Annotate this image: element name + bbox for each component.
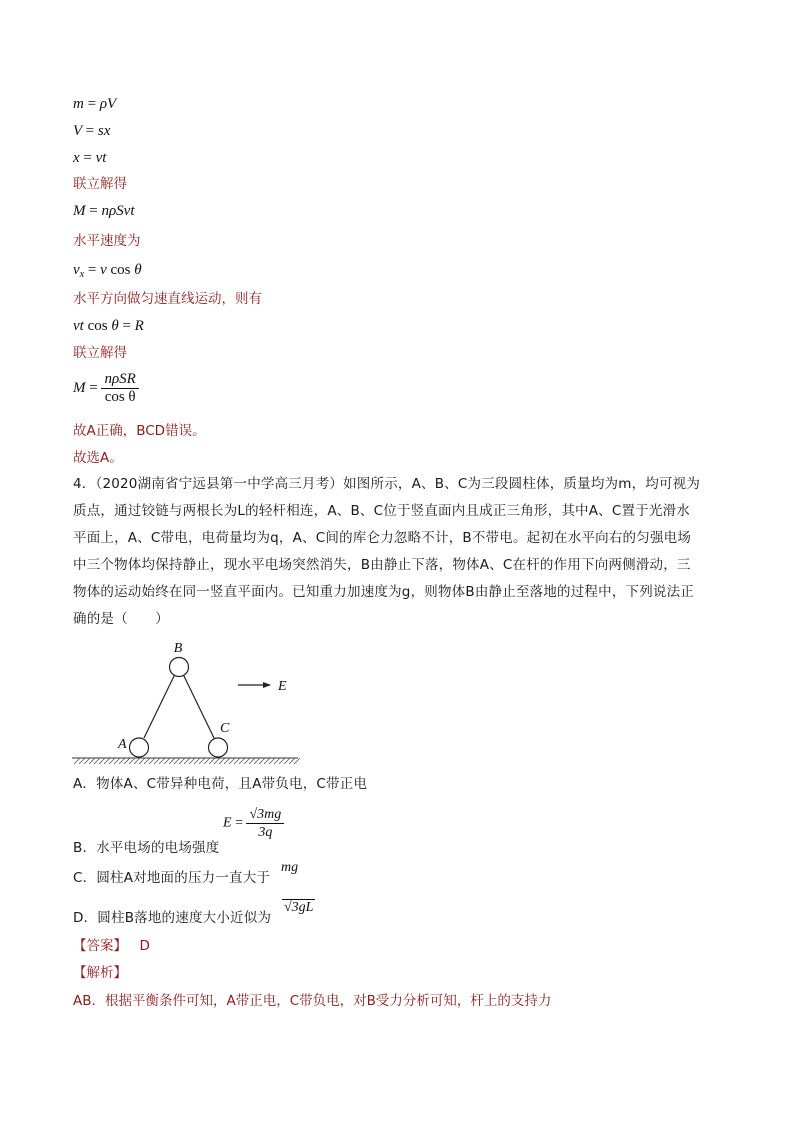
analysis-line-1: AB．根据平衡条件可知，A带正电，C带负电，对B受力分析可知，杆上的支持力 [73, 993, 552, 1009]
field-arrowhead [263, 682, 271, 688]
option-b-formula: E = $\frac{√3mg}{3q}$ [223, 806, 284, 841]
hatch-line [144, 758, 150, 764]
equation-vx: $v_x = v$ cos θ [73, 262, 142, 280]
option-d-text: D．圆柱B落地的速度大小近似为 [73, 910, 272, 926]
text-combine-2: 联立解得 [73, 345, 127, 361]
label-C: C [220, 721, 230, 736]
hatch-line [214, 758, 220, 764]
option-d-formula: √3gL [284, 900, 314, 915]
hatch-line [79, 758, 85, 764]
answer-value: D [139, 938, 150, 954]
label-E: E [278, 679, 287, 694]
equation-radius: vt cos θ = R [73, 318, 144, 334]
text-uniform-motion: 水平方向做匀速直线运动，则有 [73, 291, 262, 307]
hatch-line [259, 758, 265, 764]
text-choice: 故选A。 [73, 450, 123, 466]
hatch-line [74, 758, 80, 764]
option-c-formula: mg [281, 860, 299, 875]
question-4-line-2: 质点，通过铰链与两根长为L的轻杆相连，A、B、C位于竖直面内且成正三角形，其中A、C置于光滑水 [73, 503, 691, 519]
hatch-line [184, 758, 190, 764]
cylinder-B [170, 658, 189, 677]
rod-BC [183, 674, 214, 738]
label-A: A [118, 737, 127, 752]
hatch-line [174, 758, 180, 764]
hatch-line [159, 758, 165, 764]
hatch-line [284, 758, 290, 764]
hatch-line [124, 758, 130, 764]
question-4-line-1: 4．（2020湖南省宁远县第一中学高三月考）如图所示，A、B、C为三段圆柱体，质量均为m，均可视为 [73, 476, 701, 492]
hatch-line [289, 758, 295, 764]
equation-mass-total-2: M = $\frac{\text{nρSR}}{\text{cos θ}}$ [73, 371, 139, 406]
hatch-line [274, 758, 280, 764]
hatch-line [224, 758, 230, 764]
hatch-line [189, 758, 195, 764]
hatch-line [139, 758, 145, 764]
hatch-line [194, 758, 200, 764]
hatch-line [114, 758, 120, 764]
hatch-line [209, 758, 215, 764]
equation-distance: x = vt [73, 150, 107, 166]
hatch-line [264, 758, 270, 764]
hatch-line [89, 758, 95, 764]
cylinder-A [130, 738, 149, 757]
equation-mass-total-1: M = nρSvt [73, 203, 135, 219]
hatch-line [99, 758, 105, 764]
triangle-cylinders-figure [66, 634, 306, 770]
hatch-line [279, 758, 285, 764]
question-4-line-5: 物体的运动始终在同一竖直平面内。已知重力加速度为g，则物体B由静止至落地的过程中，下列说法正 [73, 584, 695, 600]
hatch-line [119, 758, 125, 764]
equation-volume: V = sx [73, 123, 111, 139]
hatch-line [229, 758, 235, 764]
question-4-line-6: 确的是（ ） [73, 611, 169, 627]
hatch-line [129, 758, 135, 764]
question-4-line-3: 平面上，A、C带电，电荷量均为q，A、C间的库仑力忽略不计，B不带电。起初在水平向右的匀强电场 [73, 530, 692, 546]
answer-tag: 【答案】 [73, 938, 127, 954]
hatch-line [94, 758, 100, 764]
answer-line [73, 936, 150, 956]
hatch-line [109, 758, 115, 764]
hatch-line [239, 758, 245, 764]
hatch-line [234, 758, 240, 764]
hatch-line [204, 758, 210, 764]
analysis-tag: 【解析】 [73, 965, 127, 981]
hatch-line [254, 758, 260, 764]
label-B: B [173, 641, 183, 656]
hatch-line [249, 758, 255, 764]
hatch-line [219, 758, 225, 764]
hatch-line [149, 758, 155, 764]
hatch-line [169, 758, 175, 764]
option-b-text: B．水平电场的电场强度 [73, 840, 220, 856]
hatch-line [134, 758, 140, 764]
equation-mass: m = ρV [73, 96, 117, 112]
option-c-text: C．圆柱A对地面的压力一直大于 [73, 870, 271, 886]
ground-hatch-lines [74, 758, 300, 764]
hatch-line [104, 758, 110, 764]
rod-AB [144, 674, 175, 738]
text-horizontal-speed: 水平速度为 [73, 233, 141, 249]
text-conclusion: 故A正确，BCD错误。 [73, 423, 206, 439]
hatch-line [154, 758, 160, 764]
hatch-line [244, 758, 250, 764]
hatch-line [294, 758, 300, 764]
option-a: A．物体A、C带异种电荷，且A带负电，C带正电 [73, 776, 368, 792]
question-4-line-4: 中三个物体均保持静止，现水平电场突然消失，B由静止下落，物体A、C在杆的作用下向两侧滑动，三 [73, 557, 691, 573]
cylinder-C [209, 738, 228, 757]
hatch-line [269, 758, 275, 764]
text-combine-1: 联立解得 [73, 176, 127, 192]
hatch-line [84, 758, 90, 764]
hatch-line [164, 758, 170, 764]
hatch-line [179, 758, 185, 764]
hatch-line [199, 758, 205, 764]
